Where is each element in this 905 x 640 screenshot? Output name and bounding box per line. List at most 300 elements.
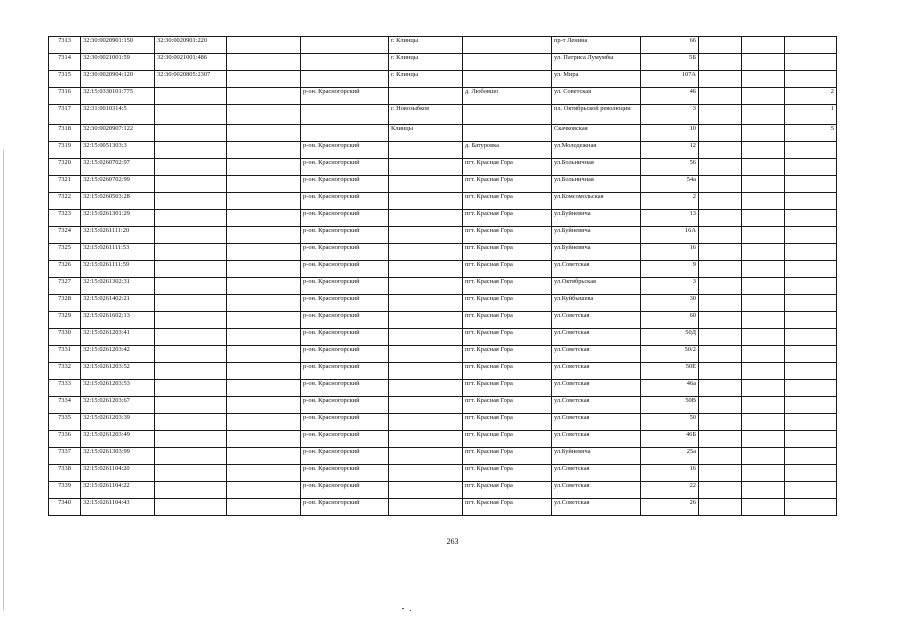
cell-row-number: 7331 [49,346,81,363]
cell-extra [785,278,837,295]
cell-empty [699,261,742,278]
cell-extra: 1 [785,105,837,125]
cell-extra [785,244,837,261]
table-row [49,210,837,227]
cell-cadastral-number-2 [155,329,227,346]
cell-locality: пгт. Красная Гора [463,210,552,227]
cell-empty [699,227,742,244]
cell-row-number: 7335 [49,414,81,431]
cell-empty [742,346,785,363]
cell-street: ул.Советская [552,380,641,397]
cell-locality: пгт. Красная Гора [463,193,552,210]
cell-empty [227,105,301,125]
cell-cadastral-number-2 [155,227,227,244]
cell-empty [227,176,301,193]
cell-row-number: 7327 [49,278,81,295]
cell-empty [227,37,301,54]
cell-empty [742,397,785,414]
cell-extra [785,414,837,431]
cell-house: 66 [641,37,699,54]
cell-district: р-он. Красногорский [301,499,389,516]
cell-district: р-он. Красногорский [301,312,389,329]
table-row [49,397,837,414]
table-row [49,193,837,210]
table-row [49,431,837,448]
cell-empty [742,312,785,329]
cell-house: 46а [641,380,699,397]
cell-extra [785,363,837,380]
cell-empty [227,295,301,312]
cell-house: 107А [641,71,699,88]
cell-street: ул.Советская [552,482,641,499]
cell-locality: пгт. Красная Гора [463,414,552,431]
cell-locality: пгт. Красная Гора [463,380,552,397]
cell-house: 16 [641,465,699,482]
cell-empty [227,482,301,499]
table-row [49,142,837,159]
cell-empty [227,414,301,431]
cell-empty [742,88,785,105]
cell-city: г. Клинцы [389,54,463,71]
table-body [49,37,837,516]
cell-cadastral-number: 32:15:0261302:31 [81,278,155,295]
cell-cadastral-number-2 [155,261,227,278]
cell-house: 50Д [641,329,699,346]
cell-empty [227,71,301,88]
cell-city [389,244,463,261]
cell-cadastral-number: 32:15:0261203:39 [81,414,155,431]
cell-empty [227,278,301,295]
cell-cadastral-number-2 [155,105,227,125]
cell-street: ул.Советская [552,431,641,448]
cell-district: р-он. Красногорский [301,142,389,159]
table-row [49,227,837,244]
cell-district: р-он. Красногорский [301,346,389,363]
table-row [49,380,837,397]
cell-locality: пгт. Красная Гора [463,363,552,380]
cell-street: ул.Советская [552,329,641,346]
cell-cadastral-number: 32:15:0261203:49 [81,431,155,448]
cell-row-number: 7325 [49,244,81,261]
cell-district: р-он. Красногорский [301,397,389,414]
cell-cadastral-number: 32:15:0051303:3 [81,142,155,159]
cell-empty [227,227,301,244]
table-row [49,244,837,261]
cell-empty [699,499,742,516]
cell-row-number: 7313 [49,37,81,54]
cell-empty [742,465,785,482]
cell-empty [227,193,301,210]
cell-street: ул.Советская [552,363,641,380]
cell-cadastral-number-2 [155,278,227,295]
cell-cadastral-number: 32:30:0020907:122 [81,125,155,142]
cell-empty [699,278,742,295]
cell-extra [785,482,837,499]
cell-extra [785,261,837,278]
cell-empty [699,159,742,176]
cell-cadastral-number-2 [155,142,227,159]
cell-district: р-он. Красногорский [301,380,389,397]
cell-empty [699,71,742,88]
cell-empty [699,465,742,482]
cell-district: р-он. Красногорский [301,329,389,346]
cell-row-number: 7318 [49,125,81,142]
cell-cadastral-number-2: 32:30:0021001:486 [155,54,227,71]
cell-cadastral-number-2 [155,312,227,329]
cell-locality: пгт. Красная Гора [463,482,552,499]
cell-empty [699,329,742,346]
cell-empty [742,278,785,295]
cell-cadastral-number: 32:15:0260702:97 [81,159,155,176]
scan-speck [410,610,411,611]
cell-city [389,261,463,278]
cell-street: ул. Мира [552,71,641,88]
cell-cadastral-number: 32:15:0261111:59 [81,261,155,278]
cell-street: пл. Октябрьской революции [552,105,641,125]
table-row [49,88,837,105]
cell-extra [785,295,837,312]
cell-city [389,278,463,295]
cell-extra [785,499,837,516]
cell-locality [463,37,552,54]
cell-locality: пгт. Красная Гора [463,278,552,295]
cell-cadastral-number-2 [155,363,227,380]
cell-locality: пгт. Красная Гора [463,176,552,193]
cell-district: р-он. Красногорский [301,159,389,176]
cell-locality: пгт. Красная Гора [463,261,552,278]
cell-locality: пгт. Красная Гора [463,448,552,465]
cell-empty [227,54,301,71]
cell-empty [227,210,301,227]
cell-empty [742,261,785,278]
cell-empty [699,244,742,261]
cell-extra [785,210,837,227]
cell-house: 50/2 [641,346,699,363]
cell-row-number: 7339 [49,482,81,499]
cell-house: 3 [641,278,699,295]
table-row [49,499,837,516]
cell-extra [785,227,837,244]
cell-row-number: 7321 [49,176,81,193]
cell-house: 25а [641,448,699,465]
cell-extra [785,159,837,176]
table-row [49,295,837,312]
cell-district [301,37,389,54]
scan-speck [402,608,404,609]
cell-cadastral-number: 32:15:0261104:43 [81,499,155,516]
cell-city [389,210,463,227]
cell-empty [227,329,301,346]
cell-empty [227,397,301,414]
cell-district: р-он. Красногорский [301,227,389,244]
cell-cadastral-number: 32:15:0261203:42 [81,346,155,363]
cell-row-number: 7317 [49,105,81,125]
cell-locality: пгт. Красная Гора [463,346,552,363]
table-row [49,125,837,142]
cell-row-number: 7338 [49,465,81,482]
table-row [49,159,837,176]
cell-extra [785,312,837,329]
cell-cadastral-number-2 [155,499,227,516]
cell-row-number: 7337 [49,448,81,465]
cell-cadastral-number-2 [155,125,227,142]
table-row [49,414,837,431]
cell-cadastral-number-2 [155,210,227,227]
cell-locality: пгт. Красная Гора [463,227,552,244]
cell-locality [463,105,552,125]
cell-street: ул.Советская [552,414,641,431]
cell-city [389,142,463,159]
cell-city [389,465,463,482]
cell-locality: пгт. Красная Гора [463,499,552,516]
cell-empty [742,482,785,499]
cell-empty [699,193,742,210]
cell-row-number: 7319 [49,142,81,159]
cell-city [389,346,463,363]
cell-locality: пгт. Красная Гора [463,295,552,312]
cell-empty [742,431,785,448]
cell-cadastral-number: 32:15:0260702:99 [81,176,155,193]
cell-city [389,88,463,105]
cell-street: Скачковская [552,125,641,142]
cell-empty [742,176,785,193]
table-row [49,346,837,363]
table-row [49,329,837,346]
table-row [49,312,837,329]
cell-locality: пгт. Красная Гора [463,397,552,414]
cell-district: р-он. Красногорский [301,482,389,499]
cell-house: 30 [641,295,699,312]
cell-extra [785,465,837,482]
cell-house: 12 [641,142,699,159]
cell-row-number: 7314 [49,54,81,71]
cell-row-number: 7329 [49,312,81,329]
cell-cadastral-number: 32:15:0261402:21 [81,295,155,312]
cell-city: г. Новозыбков [389,105,463,125]
table-row [49,105,837,125]
cell-cadastral-number: 32:15:0261203:41 [81,329,155,346]
cell-empty [742,193,785,210]
cell-empty [227,448,301,465]
cell-street: ул.Октябрьская [552,278,641,295]
cell-street: ул.Буйневича [552,448,641,465]
cell-cadastral-number: 32:15:0330101:775 [81,88,155,105]
cell-street: ул.Комсомольская [552,193,641,210]
cell-extra [785,431,837,448]
cell-locality: пгт. Красная Гора [463,431,552,448]
cell-district [301,105,389,125]
cell-cadastral-number: 32:15:0261111:20 [81,227,155,244]
cell-city [389,448,463,465]
cell-city [389,227,463,244]
cell-empty [699,176,742,193]
cell-cadastral-number-2 [155,465,227,482]
cell-empty [742,329,785,346]
cell-cadastral-number-2 [155,397,227,414]
cell-district [301,54,389,71]
cell-house: 46Б [641,431,699,448]
cell-empty [742,105,785,125]
cell-city [389,312,463,329]
cell-street: ул. Советская [552,88,641,105]
cell-empty [699,295,742,312]
cell-cadastral-number-2 [155,295,227,312]
cell-house: 16А [641,227,699,244]
cell-cadastral-number: 32:15:0261203:52 [81,363,155,380]
cell-street: ул.Буйневича [552,227,641,244]
cell-street: ул.Советская [552,312,641,329]
cell-empty [699,105,742,125]
cell-street: ул.Советская [552,346,641,363]
cell-empty [742,414,785,431]
cell-extra [785,37,837,54]
cell-empty [742,210,785,227]
cell-district: р-он. Красногорский [301,88,389,105]
cell-empty [742,142,785,159]
cell-district [301,71,389,88]
cell-row-number: 7336 [49,431,81,448]
cell-locality: д. Любовшо [463,88,552,105]
cell-house: 50 [641,414,699,431]
cell-city: г. Клинцы [389,71,463,88]
cell-row-number: 7328 [49,295,81,312]
cell-house: 50В [641,397,699,414]
cell-house: 5Б [641,54,699,71]
cell-empty [227,261,301,278]
cell-district: р-он. Красногорский [301,448,389,465]
cell-city [389,499,463,516]
cell-street: ул.Буйневича [552,244,641,261]
cell-empty [699,142,742,159]
cell-row-number: 7320 [49,159,81,176]
cell-empty [699,363,742,380]
cell-locality: д. Батуровка [463,142,552,159]
cell-cadastral-number-2: 32:30:0020805:2307 [155,71,227,88]
cell-row-number: 7333 [49,380,81,397]
cell-empty [227,465,301,482]
cell-district: р-он. Красногорский [301,244,389,261]
cell-empty [699,414,742,431]
cell-city [389,363,463,380]
cell-cadastral-number: 32:30:0020904:120 [81,71,155,88]
table-row [49,363,837,380]
cell-empty [227,346,301,363]
cell-row-number: 7340 [49,499,81,516]
cell-empty [742,37,785,54]
cell-cadastral-number-2: 32:30:0020901:220 [155,37,227,54]
cell-city [389,159,463,176]
cell-extra: 5 [785,125,837,142]
cell-cadastral-number-2 [155,176,227,193]
cell-empty [699,431,742,448]
cell-extra [785,448,837,465]
cell-district: р-он. Красногорский [301,210,389,227]
cell-extra [785,193,837,210]
cell-empty [699,380,742,397]
cell-street: ул.Больничная [552,159,641,176]
cell-cadastral-number-2 [155,346,227,363]
cell-district: р-он. Красногорский [301,193,389,210]
cell-locality [463,125,552,142]
cell-house: 13 [641,210,699,227]
cell-house: 3 [641,105,699,125]
cell-locality: пгт. Красная Гора [463,329,552,346]
cell-extra [785,176,837,193]
cell-empty [227,125,301,142]
cell-street: ул. Патриса Лумумбы [552,54,641,71]
cell-house: 16 [641,244,699,261]
cell-row-number: 7330 [49,329,81,346]
cell-empty [699,210,742,227]
cell-city [389,397,463,414]
cell-cadastral-number-2 [155,431,227,448]
cell-cadastral-number: 32:15:0260503:28 [81,193,155,210]
cell-empty [742,448,785,465]
cell-row-number: 7323 [49,210,81,227]
cell-locality: пгт. Красная Гора [463,312,552,329]
cell-city [389,380,463,397]
cell-district: р-он. Красногорский [301,363,389,380]
cell-city [389,176,463,193]
cell-city [389,414,463,431]
cell-locality [463,54,552,71]
cell-locality: пгт. Красная Гора [463,159,552,176]
table-row [49,448,837,465]
cell-empty [227,88,301,105]
table-row [49,278,837,295]
cell-house: 22 [641,482,699,499]
cell-extra [785,71,837,88]
cell-cadastral-number: 32:30:0021001:59 [81,54,155,71]
cell-row-number: 7315 [49,71,81,88]
cell-house: 10 [641,125,699,142]
cell-street: ул.Больничная [552,176,641,193]
table-row [49,261,837,278]
cell-street: ул.Советская [552,465,641,482]
cell-city [389,193,463,210]
cell-city [389,295,463,312]
cell-district: р-он. Красногорский [301,431,389,448]
cell-house: 54а [641,176,699,193]
cell-locality [463,71,552,88]
cell-cadastral-number: 32:15:0261203:53 [81,380,155,397]
cell-street: ул.Советская [552,261,641,278]
cell-street: ул.Буйневича [552,210,641,227]
cell-city [389,482,463,499]
cell-empty [227,380,301,397]
page-number: 263 [446,537,459,546]
cell-street: пр-т Ленина [552,37,641,54]
cell-empty [699,312,742,329]
cell-extra [785,54,837,71]
cell-street: ул.Молодежная [552,142,641,159]
cell-house: 60 [641,312,699,329]
cell-locality: пгт. Красная Гора [463,465,552,482]
cell-street: ул.Куйбышева [552,295,641,312]
cell-locality: пгт. Красная Гора [463,244,552,261]
cell-extra [785,346,837,363]
cell-extra: 2 [785,88,837,105]
cell-house: 50Е [641,363,699,380]
cell-row-number: 7332 [49,363,81,380]
cell-cadastral-number-2 [155,193,227,210]
cell-city: г. Клинцы [389,37,463,54]
cell-empty [742,499,785,516]
cell-extra [785,142,837,159]
cell-empty [742,363,785,380]
table-row [49,176,837,193]
cell-empty [699,482,742,499]
